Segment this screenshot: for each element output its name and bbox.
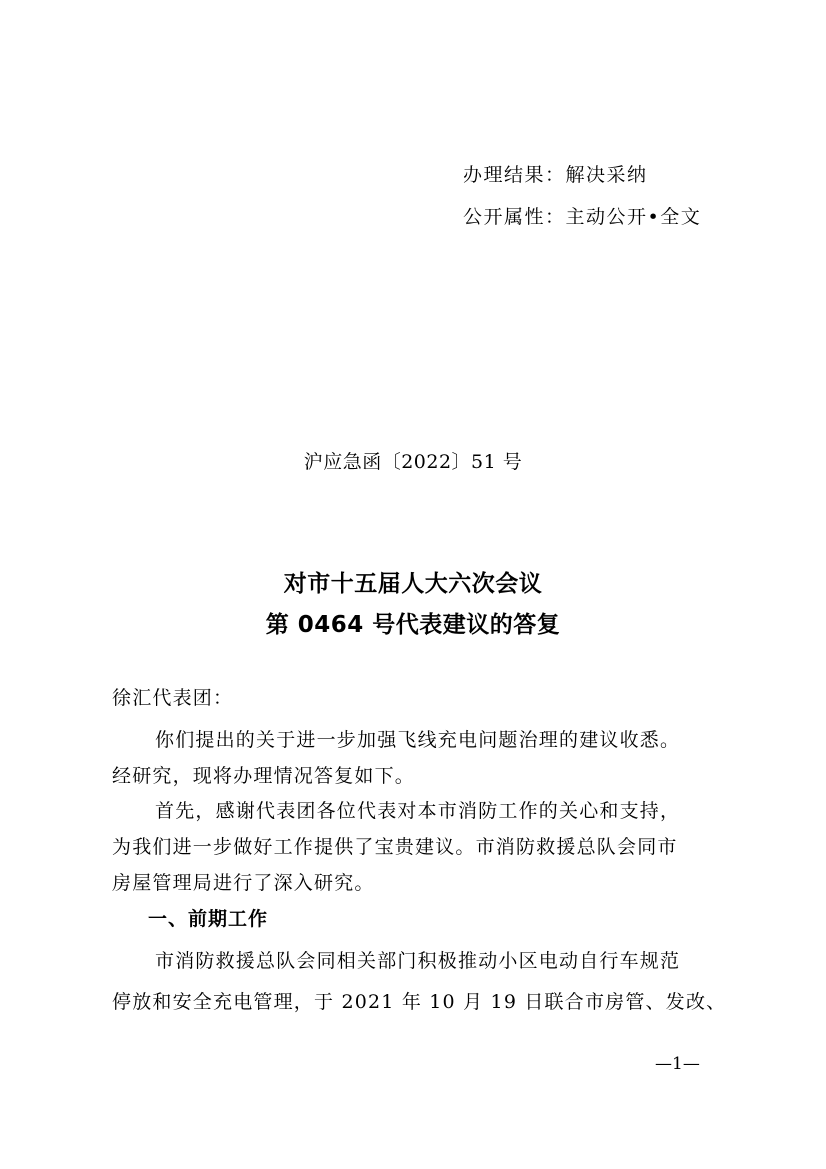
- paragraph-line: 房屋管理局进行了深入研究。: [112, 872, 375, 894]
- paragraph-line: 首先，感谢代表团各位代表对本市消防工作的关心和支持，: [155, 800, 681, 822]
- page-number: —1—: [655, 1054, 700, 1074]
- document-number: 沪应急函〔2022〕51 号: [303, 451, 523, 473]
- paragraph-line: 市消防救援总队会同相关部门积极推动小区电动自行车规范: [155, 950, 681, 972]
- paragraph-line: 你们提出的关于进一步加强飞线充电问题治理的建议收悉。: [155, 729, 681, 751]
- paragraph-line: 停放和安全充电管理，于 2021 年 10 月 19 日联合市房管、发改、: [112, 991, 727, 1013]
- handling-result: 办理结果：解决采纳: [463, 164, 648, 186]
- document-title-line-2: 第 0464 号代表建议的答复: [265, 612, 561, 638]
- section-heading: 一、前期工作: [148, 908, 269, 930]
- disclosure-attribute: 公开属性：主动公开•全文: [463, 206, 702, 228]
- salutation: 徐汇代表团：: [112, 687, 234, 709]
- document-title-line-1: 对市十五届人大六次会议: [283, 571, 543, 597]
- paragraph-line: 为我们进一步做好工作提供了宝贵建议。市消防救援总队会同市: [112, 836, 678, 858]
- paragraph-line: 经研究，现将办理情况答复如下。: [112, 765, 416, 787]
